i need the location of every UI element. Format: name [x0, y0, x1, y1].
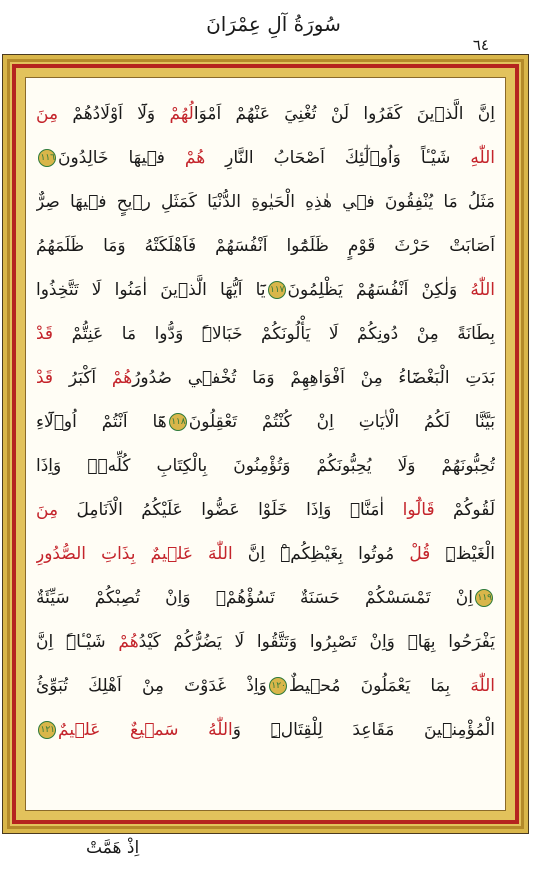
verse-line [36, 268, 495, 312]
highlighted-word: اللّٰهَ [470, 676, 495, 696]
verse-line [36, 312, 495, 356]
verse-line [36, 92, 495, 136]
verse-line [36, 620, 495, 664]
verse-line [36, 224, 495, 268]
ayah-number-marker: ١١٧ [268, 281, 286, 299]
ayah-number-marker: ١١٦ [38, 149, 56, 167]
ayah-number-marker: ١٢٠ [269, 677, 287, 695]
verse-text: بِطَانَةً مِنْ دُونِكُمْ لَا يَأْلُونَكُمْ خَبَالاًۜ وَدُّوا مَا عَنِتُّمْ [53, 324, 495, 344]
highlighted-word: قَالُٓوا [402, 500, 435, 520]
highlighted-word: اللّٰهَ عَل۪يمٌ بِذَاتِ الصُّدُورِ [36, 544, 233, 564]
ayah-number-marker: ١٢١ [38, 721, 56, 739]
verse-text: شَيْـٔاًۜ اِنَّ [36, 632, 119, 652]
verse-text: اَكْبَرُ [53, 368, 112, 388]
verse-line [36, 400, 495, 444]
highlighted-word: هُمْ [118, 632, 139, 652]
verse-text: هَٓا اَنْتُمْ اُو۬لَٓاءِ [36, 412, 167, 432]
verse-line [36, 532, 495, 576]
verse-text: اِنَّ الَّذ۪ينَ كَفَرُوا لَنْ تُغْنِيَ عَنْهُمْ اَمْوَا [193, 104, 495, 124]
verse-text: الْغَيْظِۜ [430, 544, 495, 564]
verse-text: بِمَا يَعْمَلُونَ مُح۪يطٌ [288, 676, 471, 696]
highlighted-word: قَدْ [36, 368, 54, 388]
page-number: ٦٤ [472, 36, 489, 54]
verse-text: يَفْرَحُوا بِهَاۜ وَاِنْ تَصْبِرُوا وَتَتَّقُوا لَا يَضُرُّكُمْ كَيْدُ [138, 632, 495, 652]
verse-line [36, 180, 495, 224]
verse-text: اَصَابَتْ حَرْثَ قَوْمٍ ظَلَمُٓوا اَنْفُسَهُمْ فَاَهْلَكَتْهُ وَمَا ظَلَمَهُمُ [36, 236, 495, 256]
verse-text: وَاِذْ غَدَوْتَ مِنْ اَهْلِكَ تُبَوِّئُ [36, 676, 267, 696]
highlighted-word: هُمْ [184, 148, 206, 168]
verse-text: مُوتُوا بِغَيْظِكُمْۜ اِنَّ [232, 544, 410, 564]
verse-line [36, 664, 495, 708]
highlighted-word: قُلْ [409, 544, 431, 564]
verse-line [36, 136, 495, 180]
verse-text: وَلَٓا اَوْلَادُهُمْ [58, 104, 170, 124]
verse-line [36, 444, 495, 488]
catchword: اِذْ هَمَّتْ [86, 838, 140, 858]
surah-title: سُورَةُ آلِ عِمْرَانَ [206, 12, 341, 36]
verse-line [36, 576, 495, 620]
verse-text: بَدَتِ الْبَغْضَٓاءُ مِنْ اَفْوَاهِهِمْ وَمَا تُخْف۪ي صُدُورُ [132, 368, 495, 388]
highlighted-word: اللّٰهُ [470, 280, 495, 300]
verse-text: لَقُوكُمْ [434, 500, 495, 520]
ayah-number-marker: ١١٩ [475, 589, 493, 607]
verse-text: مَثَلُ مَا يُنْفِقُونَ ف۪ي هٰذِهِ الْحَيٰوةِ الدُّنْيَا كَمَثَلِ ر۪يحٍ ف۪يهَا صِرٌّ [36, 192, 495, 212]
highlighted-word: هُمْ [111, 368, 133, 388]
verse-text: تُحِبُّونَهُمْ وَلَا يُحِبُّونَكُمْ وَتُؤْمِنُونَ بِالْكِتَابِ كُلِّه۪ۚ وَاِذَا [36, 456, 495, 476]
verse-line [36, 708, 495, 752]
highlighted-word: مِنَ [36, 104, 59, 124]
highlighted-word: لُهُمْ [169, 104, 194, 124]
highlighted-word: قَدْ [36, 324, 54, 344]
verse-text: يَٓا اَيُّهَا الَّذ۪ينَ اٰمَنُوا لَا تَتَّخِذُوا [36, 280, 266, 300]
verse-text: الْمُؤْمِن۪ينَ مَقَاعِدَ لِلْقِتَالِۜ وَ [232, 720, 495, 740]
verse-text: اِنْ تَمْسَسْكُمْ حَسَنَةٌ تَسُؤْهُمْۘ وَاِنْ تُصِبْكُمْ سَيِّئَةٌ [36, 588, 473, 608]
verse-line [36, 356, 495, 400]
verse-text: بَيَّنَّا لَكُمُ الْاٰيَاتِ اِنْ كُنْتُمْ تَعْقِلُونَ [188, 412, 495, 432]
verse-text: شَيْـٔاً وَاُو۬لٰٓئِكَ اَصْحَابُ النَّارِ [205, 148, 471, 168]
highlighted-word: اللّٰهِ [470, 148, 495, 168]
verse-text: ف۪يهَا خَالِدُونَ [58, 148, 185, 168]
highlighted-word: اللّٰهُ سَم۪يعٌ عَل۪يمٌ [58, 720, 233, 740]
verse-line [36, 488, 495, 532]
verse-text-panel [25, 77, 506, 811]
page-frame [2, 54, 529, 834]
verse-text: وَلٰكِنْ اَنْفُسَهُمْ يَظْلِمُونَ [287, 280, 471, 300]
verse-text: اٰمَنَّاۚ وَاِذَا خَلَوْا عَضُّوا عَلَيْكُمُ الْاَنَامِلَ [58, 500, 403, 520]
highlighted-word: مِنَ [36, 500, 59, 520]
ayah-number-marker: ١١٨ [169, 413, 187, 431]
